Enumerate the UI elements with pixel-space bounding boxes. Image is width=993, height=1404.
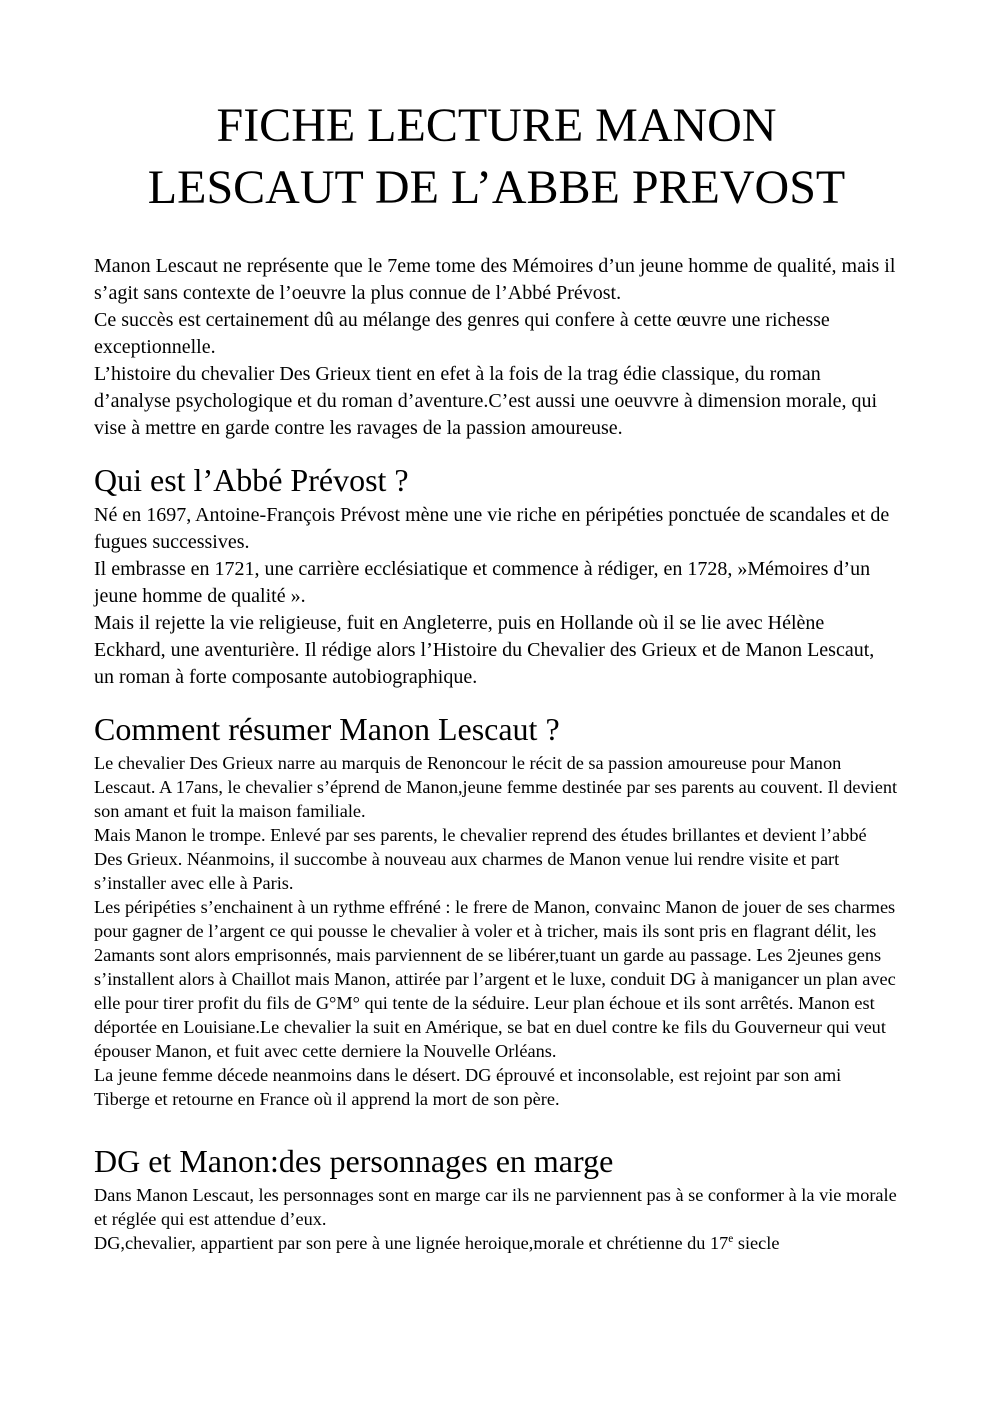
intro-paragraph-1: Manon Lescaut ne représente que le 7eme tome des Mémoires d’un jeune homme de qualité, mais il s’agit sans contexte de l’oeuvre la plus connue de l’Abbé Prévost.	[94, 255, 896, 304]
section-body	[94, 502, 899, 691]
section-heading-dg-et-manon: DG et Manon:des personnages en marge	[94, 1143, 614, 1179]
paragraph: Mais il rejette la vie religieuse, fuit en Angleterre, puis en Hollande où il se lie avec Hélène Eckhard, une aventurière. Il rédige alors l’Histoire du Chevalier des Grieux et de Manon Lescaut, un roman à forte composante autobiographique.	[94, 612, 875, 688]
section-qui-est-abbe-prevost	[94, 460, 899, 691]
section-body	[94, 1183, 899, 1255]
paragraph: Il embrasse en 1721, une carrière ecclésiatique et commence à rédiger, en 1728, »Mémoires d’un jeune homme de qualité ».	[94, 558, 871, 607]
paragraph: Le chevalier Des Grieux narre au marquis de Renoncour le récit de sa passion amoureuse pour Manon Lescaut. A 17ans, le chevalier s’éprend de Manon,jeune femme destinée par ses parents au couvent. Il devient son amant et fuit la maison familiale.	[94, 753, 898, 821]
section-dg-et-manon	[94, 1141, 899, 1255]
paragraph-with-superscript	[94, 1231, 899, 1255]
paragraph-text-after-superscript: siecle	[733, 1233, 780, 1253]
intro-block	[94, 253, 899, 442]
section-heading-qui-est-abbe-prevost: Qui est l’Abbé Prévost ?	[94, 462, 409, 498]
title-line-2: LESCAUT DE L’ABBE PREVOST	[147, 161, 846, 214]
paragraph: Dans Manon Lescaut, les personnages sont en marge car ils ne parviennent pas à se conformer à la vie morale et réglée qui est attendue d’eux.	[94, 1185, 897, 1229]
paragraph-text-before-superscript: DG,chevalier, appartient par son pere à une lignée heroique,morale et chrétienne du 17	[94, 1233, 729, 1253]
section-heading-comment-resumer: Comment résumer Manon Lescaut ?	[94, 711, 560, 747]
document-title	[94, 95, 899, 219]
title-line-1: FICHE LECTURE MANON	[216, 99, 777, 152]
ordinal-superscript: e	[728, 1232, 734, 1245]
section-body	[94, 751, 899, 1111]
paragraph: Les péripéties s’enchainent à un rythme effréné : le frere de Manon, convainc Manon de jouer de ses charmes pour gagner de l’argent ce qui pousse le chevalier à voler et à tricher, mais ils sont pris en flagrant délit, les 2amants sont alors emprisonnés, mais parviennent de se libérer,tuant un garde au passage. Les 2jeunes gens s’installent alors à Chaillot mais Manon, attirée par l’argent et le luxe, conduit DG à manigancer un plan avec elle pour tirer profit du fils de G°M° qui tente de la séduire. Leur plan échoue et ils sont arrêtés. Manon est déportée en Louisiane.Le chevalier la suit en Amérique, se bat en duel contre ke fils du Gouverneur qui veut épouser Manon, et fuit avec cette derniere la Nouvelle Orléans.	[94, 897, 896, 1061]
paragraph: Né en 1697, Antoine-François Prévost mène une vie riche en péripéties ponctuée de scandales et de fugues successives.	[94, 504, 890, 553]
section-comment-resumer	[94, 709, 899, 1111]
paragraph: Mais Manon le trompe. Enlevé par ses parents, le chevalier reprend des études brillantes et devient l’abbé Des Grieux. Néanmoins, il succombe à nouveau aux charmes de Manon venue lui rendre visite et part s’installer avec elle à Paris.	[94, 825, 867, 893]
paragraph: La jeune femme décede neanmoins dans le désert. DG éprouvé et inconsolable, est rejoint par son ami Tiberge et retourne en France où il apprend la mort de son père.	[94, 1065, 842, 1109]
intro-paragraph-2: Ce succès est certainement dû au mélange des genres qui confere à cette œuvre une richesse exceptionnelle.	[94, 309, 830, 358]
intro-paragraph-3: L’histoire du chevalier Des Grieux tient en efet à la fois de la trag édie classique, du roman d’analyse psychologique et du roman d’aventure.C’est aussi une oeuvvre à dimension morale, qui vise à mettre en garde contre les ravages de la passion amoureuse.	[94, 363, 878, 439]
